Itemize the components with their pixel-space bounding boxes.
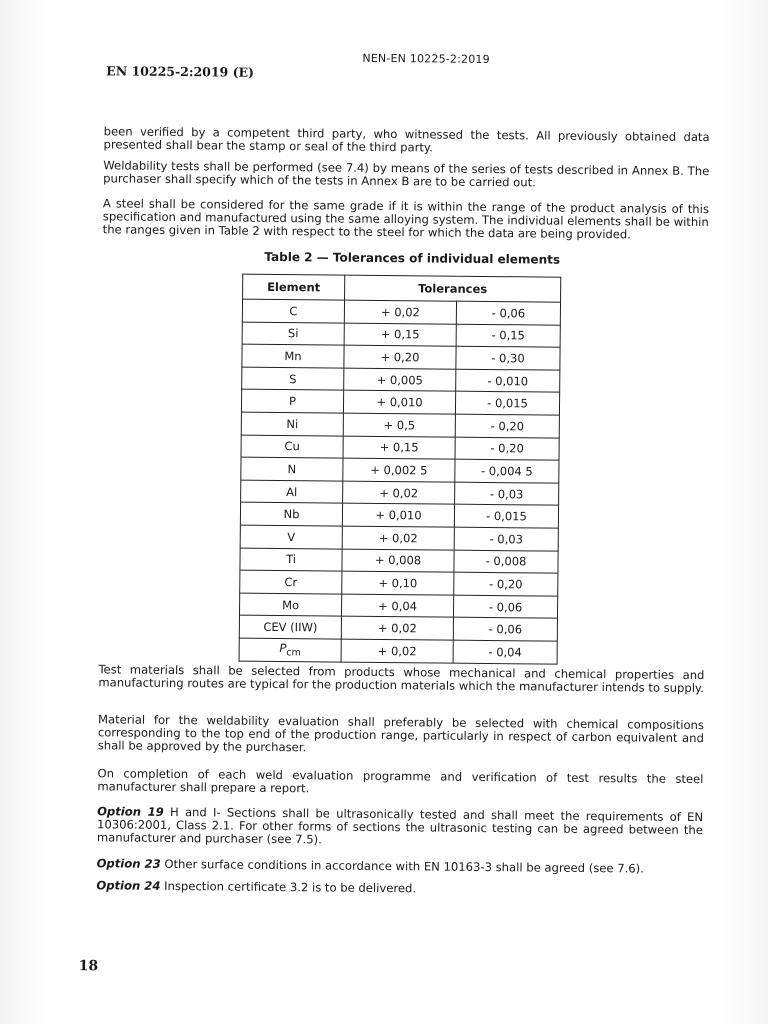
table-cell-element: Cu	[241, 435, 343, 459]
pcm-symbol: P	[279, 641, 287, 656]
table-cell-minus: - 0,04	[453, 640, 557, 664]
table-header-row	[243, 274, 561, 302]
option-19-text: H and I- Sections shall be ultrasonically tested and shall meet the requirements of EN 10306:2001, Class 2.1. For other forms of sections the ultrasonic testing can be agreed between the manufacturer and purchaser (see 7.5).	[96, 804, 704, 847]
paragraph-completion-report: On completion of each weld evaluation programme and verification of test results the steel manufacturer shall prepare a report.	[97, 766, 704, 796]
table-cell-plus: + 0,02	[343, 481, 455, 505]
table-cell-element: Si	[242, 322, 344, 346]
table-cell-element: Nb	[240, 502, 342, 526]
table-cell-element	[239, 638, 341, 662]
table-cell-plus: + 0,02	[341, 639, 453, 663]
option-23-text: Other surface conditions in accordance with EN 10163-3 shall be agreed (see 7.6).	[164, 856, 644, 876]
table-cell-element: Ni	[241, 412, 343, 436]
option-19-label: Option 19	[97, 804, 164, 819]
table-cell-minus: - 0,06	[453, 595, 557, 619]
table-row	[241, 390, 559, 416]
page-number: 18	[78, 958, 99, 975]
table-cell-minus: - 0,20	[455, 414, 559, 438]
option-24-label: Option 24	[96, 878, 161, 893]
running-header-standard: NEN-EN 10225-2:2019	[362, 51, 490, 66]
paragraph-same-grade: A steel shall be considered for the same grade if it is within the range of the product analysis of this specification and manufactured using the same alloying system. The individual elements shall be within the ranges given in Table 2 with respect to the steel for which the data are being provided.	[102, 196, 709, 242]
table-row	[242, 322, 560, 348]
table-cell-plus: + 0,010	[342, 503, 454, 527]
table-cell-element: P	[241, 390, 343, 414]
table-cell-plus: + 0,008	[342, 549, 454, 573]
table-row	[239, 615, 557, 641]
table-cell-minus: - 0,30	[456, 346, 560, 370]
table-cell-plus: + 0,02	[344, 300, 456, 324]
paragraph-test-materials: Test materials shall be selected from products whose mechanical and chemical properties and manufacturing routes are typical for the production materials which the manufacturer intends to supply.	[98, 662, 705, 696]
table-cell-plus: + 0,005	[344, 368, 456, 392]
table-title: Table 2 — Tolerances of individual elements	[264, 249, 561, 267]
table-row	[241, 435, 559, 461]
table-row	[242, 367, 560, 393]
table-row	[242, 344, 560, 370]
table-cell-plus: + 0,010	[343, 390, 455, 414]
table-body	[239, 299, 560, 664]
table-cell-minus: - 0,20	[455, 437, 559, 461]
running-header-document: EN 10225-2:2019 (E)	[106, 63, 255, 80]
paragraph-weldability-tests: Weldability tests shall be performed (see 7.4) by means of the series of tests described in Annex B. The purchaser shall specify which of the tests in Annex B are to be carried out.	[103, 158, 710, 190]
table-cell-element: Al	[241, 480, 343, 504]
table-cell-plus: + 0,002 5	[343, 458, 455, 482]
table-cell-plus: + 0,04	[341, 594, 453, 618]
table-row	[240, 502, 558, 528]
table-cell-minus: - 0,03	[454, 527, 558, 551]
table-row	[240, 548, 558, 574]
table-row	[240, 525, 558, 551]
table-cell-minus: - 0,06	[453, 617, 557, 641]
table-row	[241, 480, 559, 506]
paragraph-weldability-evaluation: Material for the weldability evaluation shall preferably be selected with chemical compositions corresponding to the top end of the production range, particularly in respect of carbon equivalent and shall be approved by the purchaser.	[97, 712, 705, 755]
table-cell-element: Ti	[240, 548, 342, 572]
column-header-element: Element	[243, 274, 345, 300]
table-row-pcm	[239, 638, 557, 664]
table-cell-element: N	[241, 457, 343, 481]
table-cell-plus: + 0,15	[343, 436, 455, 460]
table-cell-plus: + 0,20	[344, 345, 456, 369]
table-cell-plus: + 0,02	[342, 526, 454, 550]
table-row	[241, 457, 559, 483]
table-cell-plus: + 0,15	[344, 323, 456, 347]
option-24-paragraph	[96, 879, 702, 898]
option-23-paragraph	[97, 857, 703, 876]
tolerances-table	[239, 274, 562, 665]
option-23-label: Option 23	[96, 856, 161, 871]
table-cell-minus: - 0,03	[455, 482, 559, 506]
table-cell-minus: - 0,20	[454, 572, 558, 596]
pcm-subscript: cm	[286, 647, 301, 659]
table-cell-element: CEV (IIW)	[239, 615, 341, 639]
table-cell-minus: - 0,015	[455, 392, 559, 416]
paragraph-third-party: been verified by a competent third party, who witnessed the tests. All previously obtained data presented shall bear the stamp or seal of the third party.	[103, 124, 710, 155]
table-cell-minus: - 0,008	[454, 550, 558, 574]
table-cell-element: Cr	[240, 570, 342, 594]
table-cell-plus: + 0,10	[342, 571, 454, 595]
option-19-paragraph	[97, 805, 703, 850]
table-cell-minus: - 0,15	[456, 324, 560, 348]
table-cell-element: V	[240, 525, 342, 549]
table-cell-element: Mn	[242, 344, 344, 368]
table-row	[241, 412, 559, 438]
table-row	[242, 299, 560, 325]
table-cell-plus: + 0,5	[343, 413, 455, 437]
table-cell-element: Mo	[240, 593, 342, 617]
column-header-tolerances: Tolerances	[345, 275, 561, 302]
table-cell-minus: - 0,010	[456, 369, 560, 393]
table-cell-plus: + 0,02	[341, 616, 453, 640]
table-cell-minus: - 0,06	[456, 301, 560, 325]
table-cell-minus: - 0,015	[454, 505, 558, 529]
table-cell-element: C	[242, 299, 344, 323]
table-cell-minus: - 0,004 5	[455, 459, 559, 483]
option-24-text: Inspection certificate 3.2 is to be delivered.	[164, 878, 417, 896]
table-cell-element: S	[242, 367, 344, 391]
table-row	[240, 570, 558, 596]
table-row	[240, 593, 558, 619]
